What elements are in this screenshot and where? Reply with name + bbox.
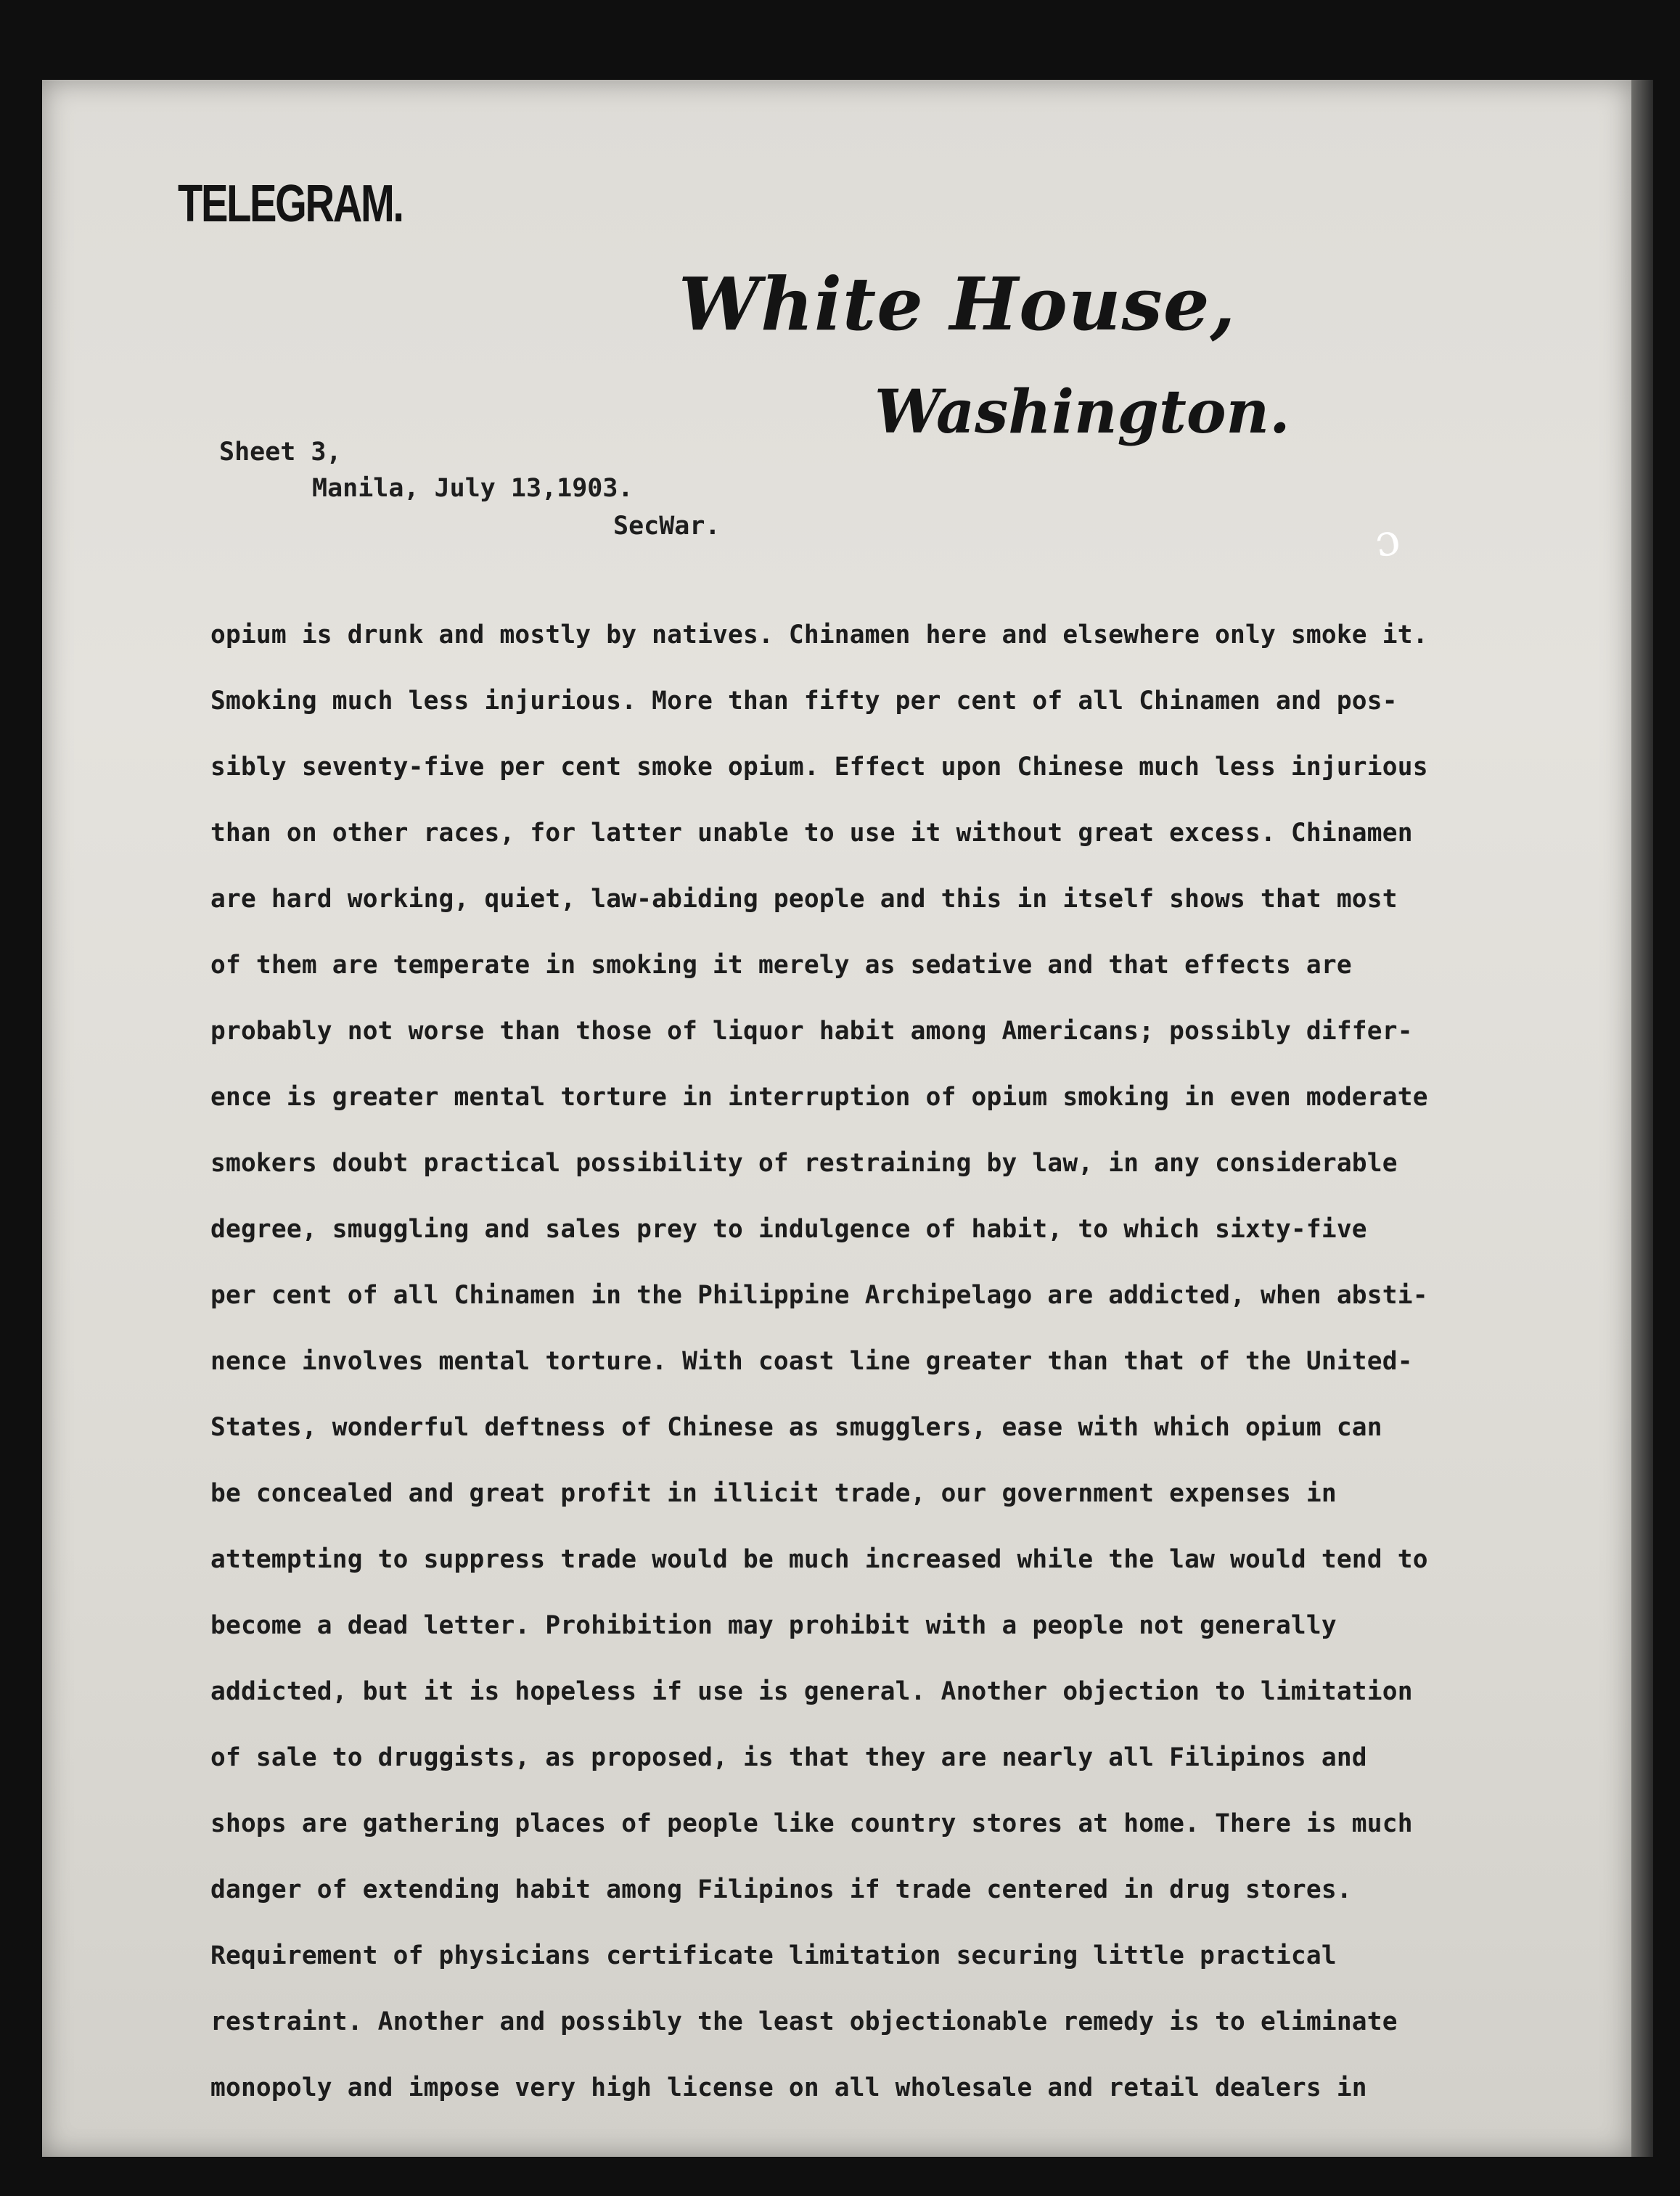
- body-line: of them are temperate in smoking it merely as sedative and that effects are: [210, 951, 1352, 980]
- body-line: States, wonderful deftness of Chinese as smugglers, ease with which opium can: [210, 1413, 1382, 1442]
- message-body: [210, 602, 1502, 2121]
- body-line: become a dead letter. Prohibition may prohibit with a people not generally: [210, 1611, 1337, 1640]
- body-line: than on other races, for latter unable to use it without great excess. Chinamen: [210, 819, 1413, 848]
- body-line: ence is greater mental torture in interruption of opium smoking in even moderate: [210, 1083, 1428, 1112]
- body-line: Smoking much less injurious. More than fifty per cent of all Chinamen and pos-: [210, 687, 1398, 716]
- sheet-number: Sheet 3,: [219, 438, 342, 467]
- body-line: restraint. Another and possibly the least objectionable remedy is to eliminate: [210, 2007, 1398, 2036]
- body-line: be concealed and great profit in illicit trade, our government expenses in: [210, 1479, 1337, 1508]
- body-line: probably not worse than those of liquor habit among Americans; possibly differ-: [210, 1017, 1413, 1046]
- body-line: of sale to druggists, as proposed, is that they are nearly all Filipinos and: [210, 1743, 1367, 1772]
- letterhead-city: Washington.: [874, 377, 1290, 447]
- page-edge-shadow: [1631, 80, 1653, 2157]
- addressee: SecWar.: [613, 512, 721, 541]
- body-line: are hard working, quiet, law-abiding people and this in itself shows that most: [210, 885, 1398, 914]
- body-line: degree, smuggling and sales prey to indulgence of habit, to which sixty-five: [210, 1215, 1367, 1244]
- body-line: per cent of all Chinamen in the Philippine Archipelago are addicted, when absti-: [210, 1281, 1428, 1310]
- body-line: shops are gathering places of people like country stores at home. There is much: [210, 1809, 1413, 1838]
- place-date: Manila, July 13,1903.: [312, 474, 634, 503]
- body-line: sibly seventy-five per cent smoke opium. Effect upon Chinese much less injurious: [210, 753, 1428, 782]
- body-line: Requirement of physicians certificate limitation securing little practical: [210, 1941, 1337, 1970]
- body-line: nence involves mental torture. With coast line greater than that of the United-: [210, 1347, 1413, 1376]
- handwritten-mark: ɔ: [1371, 513, 1404, 568]
- body-line: opium is drunk and mostly by natives. Chinamen here and elsewhere only smoke it.: [210, 620, 1428, 650]
- body-line: danger of extending habit among Filipinos if trade centered in drug stores.: [210, 1875, 1352, 1904]
- body-line: attempting to suppress trade would be much increased while the law would tend to: [210, 1545, 1428, 1574]
- body-line: addicted, but it is hopeless if use is general. Another objection to limitation: [210, 1677, 1413, 1706]
- body-line: monopoly and impose very high license on all wholesale and retail dealers in: [210, 2073, 1367, 2102]
- telegram-label: TELEGRAM.: [178, 175, 403, 233]
- body-line: smokers doubt practical possibility of restraining by law, in any considerable: [210, 1149, 1398, 1178]
- letterhead-office: White House,: [679, 261, 1237, 347]
